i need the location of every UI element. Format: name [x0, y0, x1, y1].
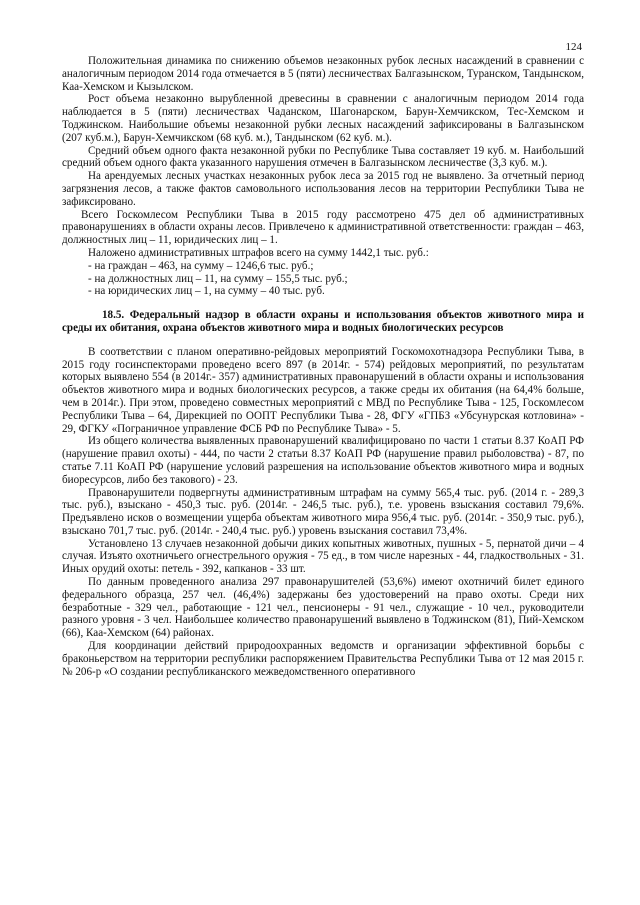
paragraph: Установлено 13 случаев незаконной добычи диких копытных животных, пушных - 5, пернатой дичи – 4 случая. Изъято охотничьего огнестрельного оружия - 75 ед., в том числе нарезных - 44, гладкоствольных - 31. Иных орудий охоты: петель - 392, капканов - 33 шт. — [62, 537, 584, 576]
paragraph: Для координации действий природоохранных ведомств и организации эффективной борьбы с браконьерством на территории республики распоряжением Правительства Республики Тыва от 12 мая 2015 г. № 206-р «О создании республиканского межведомственного оперативного — [62, 640, 584, 678]
paragraph: Положительная динамика по снижению объемов незаконных рубок лесных насаждений в сравнении с аналогичным периодом 2014 года отмечается в 5 (пяти) лесничествах Балгазынском, Туранском, Тандынском, Каа-Хемском и Кызылском. — [62, 55, 584, 93]
paragraph: Наложено административных штрафов всего на сумму 1442,1 тыс. руб.: — [88, 246, 429, 259]
spacer — [62, 335, 584, 346]
paragraph: Всего Госкомлесом Республики Тыва в 2015 году рассмотрено 475 дел об административных правонарушениях в области охраны лесов. Привлечено к административной ответственности: граждан – 463, должностных лиц – 11, юридических лиц – 1. — [62, 208, 584, 247]
page-number: 124 — [565, 41, 582, 53]
list-item: - на граждан – 463, на сумму – 1246,6 тыс. руб.; — [88, 259, 314, 272]
paragraph: По данным проведенного анализа 297 правонарушителей (53,6%) имеют охотничий билет единого федерального образца, 257 чел. (46,4%) задержаны без удостоверений на право охоты. Среди них безработные - 329 чел., работающие - 121 чел., пенсионеры - 91 чел., служащие - 10 чел., руководители разного уровня - 3 чел. Наибольшее количество правонарушений выявлено в Тоджинском (81), Пий-Хемском (66), Каа-Хемском (64) районах. — [62, 576, 584, 640]
list-item: - на юридических лиц – 1, на сумму – 40 тыс. руб. — [88, 285, 325, 298]
paragraph: Из общего количества выявленных правонарушений квалифицировано по части 1 статьи 8.37 КоАП РФ (нарушение правил охоты) - 444, по части 2 статьи 8.37 КоАП РФ (нарушение правил рыболовства) - 87, по статье 7.11 КоАП РФ (нарушение условий разрешения на использование объектов животного мира и водных биоресурсов, либо без такового) - 23. — [62, 435, 584, 486]
page-body — [62, 55, 584, 678]
paragraph: В соответствии с планом оперативно-рейдовых мероприятий Госкомохотнадзора Республики Тыва, в 2015 году госинспекторами проведено всего 897 (в 2014г. - 574) рейдовых мероприятий, по результатам которых выявлено 554 (в 2014г.- 357) административных правонарушений в области охраны и использования объектов животного мира и водных биологических ресурсов, а также среды их обитания (на 64,4% больше, чем в 2014г.). При этом, проведено совместных мероприятий с МВД по Республике Тыва - 125, Госкомлесом Республики Тыва – 64, Дирекцией по ООПТ Республики Тыва - 28, ФГУ «ГПБЗ «Убсунурская котловина» - 29, ФГКУ «Пограничное управление ФСБ РФ по Республике Тыва» - 5. — [62, 345, 584, 435]
paragraph: Рост объема незаконно вырубленной древесины в сравнении с аналогичным периодом 2014 года наблюдается в 5 (пяти) лесничествах Чаданском, Шагонарском, Барун-Хемчикском, Тес-Хемском и Тоджинском. Наибольшие объемы незаконной рубки лесных насаждений зафиксированы в Балгазынском (207 куб.м.), Барун-Хемчикском (68 куб. м.), Тандынском (62 куб. м.). — [62, 93, 584, 144]
paragraph: Средний объем одного факта незаконной рубки по Республике Тыва составляет 19 куб. м. Наибольший средний объем одного факта указанного нарушения отмечен в Балгазынском лесничестве (3,3 куб. м.). — [62, 144, 584, 170]
paragraph: Правонарушители подвергнуты административным штрафам на сумму 565,4 тыс. руб. (2014 г. - 289,3 тыс. руб.), взыскано - 450,3 тыс. руб. (2014г. - 246,5 тыс. руб.), т.е. уровень взыскания составил 79,6%. Предъявлено исков о возмещении ущерба объектам животного мира 956,4 тыс. руб. (2014г. - 350,9 тыс. руб.), взыскано 701,7 тыс. руб. (2014г. - 240,4 тыс. руб.) уровень взыскания составил 73,4%. — [62, 486, 584, 537]
spacer — [62, 298, 584, 309]
paragraph: На арендуемых лесных участках незаконных рубок леса за 2015 год не выявлено. За отчетный период загрязнения лесов, а также фактов самовольного использования лесов на территории Республики Тыва не зафиксировано. — [62, 170, 584, 208]
list-item: - на должностных лиц – 11, на сумму – 155,5 тыс. руб.; — [88, 272, 348, 285]
section-heading: 18.5. Федеральный надзор в области охраны и использования объектов животного мира и среды их обитания, охрана объектов животного мира и водных биологических ресурсов — [62, 309, 584, 334]
